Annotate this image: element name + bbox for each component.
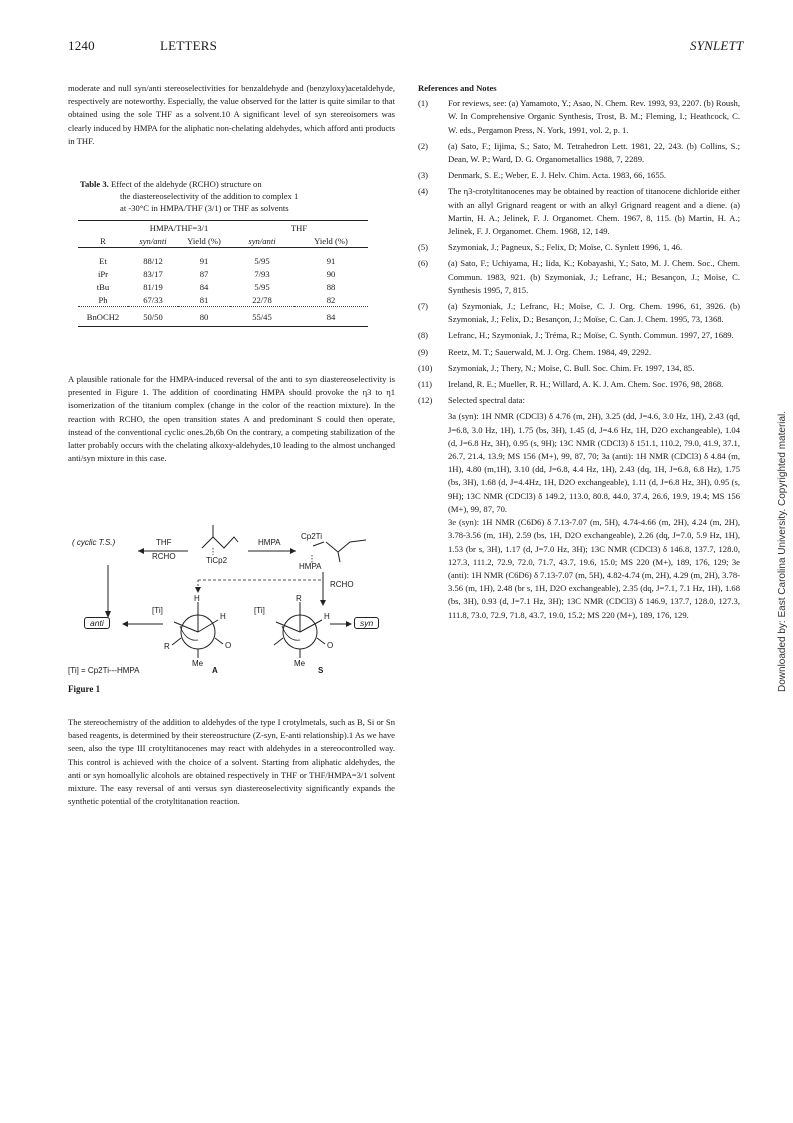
ref-text: Ireland, R. E.; Mueller, R. H.; Willard, A. K. J. Am. Chem. Soc. 1976, 98, 2868. — [448, 379, 724, 390]
table3-col-header — [78, 234, 368, 248]
list-item — [418, 378, 740, 391]
list-item — [418, 97, 740, 137]
hmpa-ligand-label: HMPA — [299, 562, 322, 571]
table-cell: 91 — [199, 255, 209, 266]
h-label: H — [324, 612, 330, 621]
ref-text: Szymoniak, J.; Pagneux, S.; Felix, D; Moïse, C. Synlett 1996, 1, 46. — [448, 242, 683, 253]
table3-col-synanti: syn/anti — [139, 235, 167, 246]
list-item — [418, 241, 740, 254]
spectral-3e — [418, 516, 740, 622]
ref-text: Lefranc, H.; Szymoniak, J.; Tréma, R.; Moïse, C. Synth. Commun. 1997, 27, 1689. — [448, 330, 734, 341]
ti-a-label: [Ti] — [152, 606, 163, 615]
newman-a-bond — [172, 638, 181, 645]
journal-name: SYNLETT — [690, 38, 744, 53]
table3 — [78, 220, 368, 327]
arrowhead — [138, 548, 144, 554]
newman-s-bond — [317, 638, 325, 644]
rationale-paragraph — [68, 373, 395, 465]
stereo-text: The stereochemistry of the addition to aldehydes of the type I crotylmetals, such as B, Si or Sn based reagents, is determined by their stereostructure (Z-syn, E-anti relationship).1 As we have seen, also the type III crotyltitanocenes may react with aldehydes in a stereocontrolled way. This control is achieved with the choice of a solvent. Starting from aliphatic aldehydes, the anti or syn homoallylic alcohols are obtained respectively in THF or THF/HMPA=3/1 solvent mixture. The easy reversal of anti versus syn diastereoselectivity significantly expands the synthetic potential of the crotyltitanation reaction. — [68, 717, 395, 807]
table-cell: 83/17 — [143, 268, 163, 279]
table-cell: Ph — [98, 294, 108, 305]
ref-text: Denmark, S. E.; Weber, E. J. Helv. Chim. Acta. 1983, 66, 1655. — [448, 170, 667, 181]
table3-col-synanti-thf: syn/anti — [248, 235, 276, 246]
table3-caption-lead: Table 3. — [80, 179, 109, 189]
figure-1-scheme — [68, 520, 398, 670]
ref-number: (9) — [418, 346, 429, 357]
page-number: 1240 — [68, 38, 95, 53]
table-row — [78, 307, 368, 327]
rationale-text: A plausible rationale for the HMPA-induced reversal of the anti to syn diastereoselectivity is presented in Figure 1. The addition of coordinating HMPA should provoke the η3 to η1 isomerization of the titanium complex (change in the color of the reaction mixture). In the reaction with RCHO, the open transition states A and predominant S could then operate, instead of the conventional cyclic ones.2b,6b On the contrary, a competing stabilization of the latter probably occurs with the chelating alkoxy-aldehydes,10 leading to the almost unchanged anti/syn mixture in this case. — [68, 374, 395, 464]
arrowhead — [346, 621, 352, 627]
table-row — [78, 254, 368, 267]
ref-text: (a) Sato, F.; Iijima, S.; Sato, M. Tetrahedron Lett. 1981, 22, 243. (b) Collins, S.; Dean, W. P.; Ward, D. G. Organometallics 1988, 7, 2289. — [448, 140, 740, 165]
arrowhead — [122, 621, 128, 627]
ref-text: Selected spectral data: — [448, 395, 525, 406]
ref-number: (2) — [418, 140, 429, 151]
table-cell: 5/95 — [254, 255, 270, 266]
rcho2-label: RCHO — [330, 580, 354, 589]
list-item — [418, 300, 740, 326]
download-watermark: Downloaded by: East Carolina University. Copyrighted material. — [777, 410, 788, 692]
table-row — [78, 280, 368, 293]
intro-text: moderate and null syn/anti stereoselectivities for benzaldehyde and (benzyloxy)acetaldehyde, respectively are noteworthy. Especially, the value observed for the latter is quite similar to that obtained using the sole THF as a solvent.10 A significant level of syn stereoisomers was clearly induced by HMPA for the aliphatic non-chelating aldehydes, which afford anti products in THF. — [68, 83, 395, 146]
list-item — [418, 394, 740, 407]
table3-caption-line1: Effect of the aldehyde (RCHO) structure on — [110, 179, 262, 189]
table-cell: 88 — [326, 281, 336, 292]
ref-number: (6) — [418, 258, 429, 269]
ref-text: (a) Sato, F.; Uchiyama, H.; Iida, K.; Kobayashi, Y.; Sato, M. J. Chem. Soc., Chem. Commun. 1983, 921. (b) Szymoniak, J.; Lefranc, H.; Besançon, J.; Moïse, C. Synthesis 1995, 7, 815. — [448, 258, 740, 295]
intro-paragraph — [68, 82, 395, 148]
ref-number: (8) — [418, 330, 429, 341]
table3-grid — [78, 221, 368, 327]
table3-col-yield: Yield (%) — [187, 235, 221, 246]
hmpa-label: HMPA — [258, 538, 281, 547]
cyclic-ts-label: ( cyclic T.S.) — [72, 538, 116, 547]
table-cell: tBu — [96, 281, 110, 292]
me-label: Me — [294, 659, 306, 668]
ref-number: (12) — [418, 395, 433, 406]
table3-group-header — [78, 221, 368, 234]
table3-group-hmpa: HMPA/THF=3/1 — [149, 222, 209, 233]
list-item — [418, 257, 740, 297]
section-title: LETTERS — [160, 38, 218, 53]
ref-number: (10) — [418, 362, 433, 373]
list-item — [418, 185, 740, 238]
o-label: O — [225, 641, 232, 650]
crotyl-eta3-bonds — [202, 537, 238, 548]
ref-text: (a) Szymoniak, J.; Lefranc, H.; Moïse, C. J. Org. Chem. 1996, 61, 3926. (b) Szymoniak, J.; Felix, D.; Besançon, J.; Moïse, C. Can. J. Chem. 1995, 73, 1368. — [448, 301, 740, 325]
table3-caption-line2: the diastereoselectivity of the addition to complex 1 — [120, 191, 299, 201]
arrowhead — [320, 600, 326, 606]
ref-number: (11) — [418, 379, 432, 390]
table-cell: 91 — [326, 255, 336, 266]
ref-number: (5) — [418, 242, 429, 253]
table-cell: 87 — [199, 268, 209, 279]
table-cell: BnOCH2 — [86, 311, 120, 322]
figure-1 — [68, 520, 398, 670]
crotyl-eta1-bonds — [326, 540, 366, 552]
figure-legend: [Ti] = Cp2Ti---HMPA — [68, 666, 140, 675]
anti-box: anti — [84, 617, 110, 629]
list-item — [418, 140, 740, 166]
arrowhead — [290, 548, 296, 554]
table-row — [78, 293, 368, 307]
ref-text: Szymoniak, J.; Thery, N.; Moïse, C. Bull. Soc. Chim. Fr. 1997, 134, 85. — [448, 362, 695, 373]
table-cell: iPr — [97, 268, 109, 279]
crotyl-eta1-methyl — [338, 552, 340, 562]
ref-number: (7) — [418, 301, 429, 312]
list-item — [418, 362, 740, 375]
spectral-3a — [418, 410, 740, 516]
r-label: R — [164, 642, 170, 651]
stereo-paragraph — [68, 716, 395, 808]
table-cell: 84 — [199, 281, 209, 292]
table3-group-thf: THF — [290, 222, 308, 233]
table-cell: Et — [99, 255, 107, 266]
newman-s-bond — [274, 638, 283, 645]
table3-caption — [80, 178, 380, 214]
table3-col-yield-thf: Yield (%) — [314, 235, 348, 246]
table3-caption-line3: at -30°C in HMPA/THF (3/1) or THF as solvents — [120, 203, 289, 213]
thf-label: THF — [156, 538, 172, 547]
table-cell: 90 — [326, 268, 336, 279]
ticp2-label: TiCp2 — [206, 556, 228, 565]
table-cell: 55/45 — [252, 311, 272, 322]
cp2ti-label: Cp2Ti — [301, 532, 323, 541]
table-cell: 88/12 — [143, 255, 163, 266]
h-label: H — [194, 594, 200, 603]
list-item — [418, 329, 740, 342]
o-label: O — [327, 641, 334, 650]
newman-a-bond — [215, 638, 223, 644]
label-s: S — [318, 666, 324, 675]
table-cell: 67/33 — [143, 294, 163, 305]
table-cell: 81/19 — [143, 281, 163, 292]
syn-box: syn — [354, 617, 379, 629]
newman-s-bond — [300, 620, 322, 632]
ref-text: Reetz, M. T.; Sauerwald, M. J. Org. Chem. 1984, 49, 2292. — [448, 346, 652, 357]
r-label: R — [296, 594, 302, 603]
label-a: A — [212, 666, 218, 675]
ti-s-label: [Ti] — [254, 606, 265, 615]
ti-c-bond — [313, 542, 324, 546]
table-cell: 22/78 — [252, 294, 272, 305]
references — [418, 82, 740, 625]
ref-text: For reviews, see: (a) Yamamoto, Y.; Asao, N. Chem. Rev. 1993, 93, 2207. (b) Roush, W. In Comprehensive Organic Synthesis, Trost, B. M.; Fleming, I.; Heathcock, C. W. eds., Pergamon Press, N. York, 1991, vol. 2, p. 1. — [448, 98, 740, 135]
table-cell: 5/95 — [254, 281, 270, 292]
ref-number: (3) — [418, 170, 429, 181]
list-item — [418, 346, 740, 359]
table-cell: 82 — [326, 294, 336, 305]
table-cell: 7/93 — [254, 268, 270, 279]
newman-s-bond — [276, 622, 300, 632]
newman-a-bond — [174, 622, 198, 632]
h-label: H — [220, 612, 226, 621]
ref-number: (1) — [418, 98, 429, 109]
table-cell: 84 — [326, 311, 336, 322]
spectral-3e-text: 3e (syn): 1H NMR (C6D6) δ 7.13-7.07 (m, 5H), 4.74-4.66 (m, 2H), 4.24 (m, 2H), 3.78-3.56 (m, 1H), 2.59 (bs, 1H, D2O exchangeable), 2.26 (dq, J=7.0, 5.9 Hz, 1H), 1.53 (br s, 3H), 1.17 (d, J=7.0 Hz, 3H); 13C NMR (CDCl3) δ 146.8, 137.7, 128.0, 127.3, 111.2, 72.9, 72.0, 71.7, 43.7, 19.6, 15.0; MS 220 (M+), 189, 176, 129; 3e (anti): 1H NMR (C6D6) δ 7.13-7.07 (m, 5H), 4.82-4.74 (m, 2H), 4.29 (m, 2H), 3.78-3.56 (m, 1H), 2.48 (br s, 1H, D2O exchangeable), 2.35 (dq, J=7.1, 7.1 Hz, 1H), 1.68 (bs, 3H), 0.93 (d, J=7.1 Hz, 3H); 13C NMR (CDCl3) δ 146.9, 137.7, 128.0, 127.3, 111.8, 73.0, 72.9, 71.8, 43.7, 19.0, 15.2; MS 220 (M+), 189, 176, 129. — [448, 517, 740, 620]
spectral-3a-text: 3a (syn): 1H NMR (CDCl3) δ 4.76 (m, 2H), 3.25 (dd, J=4.6, 3.0 Hz, 1H), 2.43 (qd, J=6.8, 3.0 Hz, 1H), 1.75 (bs, 3H), 1.45 (d, J=4.6 Hz, 1H, D2O exchangeable), 1.04 (d, J=6.8 Hz, 3H), 0.95 (s, 9H); 13C NMR (CDCl3) δ 151.1, 110.2, 79.0, 41.9, 37.1, 26.7, 21.4, 13.9; MS 156 (M+), 99, 87, 70; 3a (anti): 1H NMR (CDCl3) δ 4.84 (m, 1H), 4.80 (m,1H), 3.10 (dd, J=6.8, 4.4 Hz, 1H), 2.43 (dq, 1H, J=6.8, 6.8 Hz), 1.75 (bs, 3H), 1.68 (d, J=4.4Hz, 1H, D2O exchangeable), 1.11 (d, J=6.8 Hz, 3H), 0.95 (s, 9H); 13C NMR (CDCl3) δ 149.2, 113.0, 80.8, 44.0, 37.4, 26.6, 19.9, 19.4; MS 156 (M+), 99, 87, 70. — [448, 411, 740, 514]
table-row — [78, 267, 368, 280]
rcho-label: RCHO — [152, 552, 176, 561]
table3-col-r: R — [100, 235, 106, 246]
me-label: Me — [192, 659, 204, 668]
table-cell: 80 — [199, 311, 209, 322]
table-cell: 50/50 — [143, 311, 163, 322]
figure-caption: Figure 1 — [68, 684, 101, 694]
table-cell: 81 — [199, 294, 209, 305]
ref-text: The η3-crotyltitanocenes may be obtained by reaction of titanocene dichloride either with an allyl Grignard reagent or with an alkyl Grignard reagent and a diene. (a) Martin, H. A.; Jelinek, F. J. Organomet. Chem. 1967, 8, 115. (b) Martin, H. A.; Jelinek, F. J. Organomet. Chem. 1968, 12, 149. — [448, 186, 740, 237]
list-item — [418, 169, 740, 182]
ref-number: (4) — [418, 186, 429, 197]
references-heading: References and Notes — [418, 83, 497, 93]
arrowhead — [195, 587, 201, 593]
